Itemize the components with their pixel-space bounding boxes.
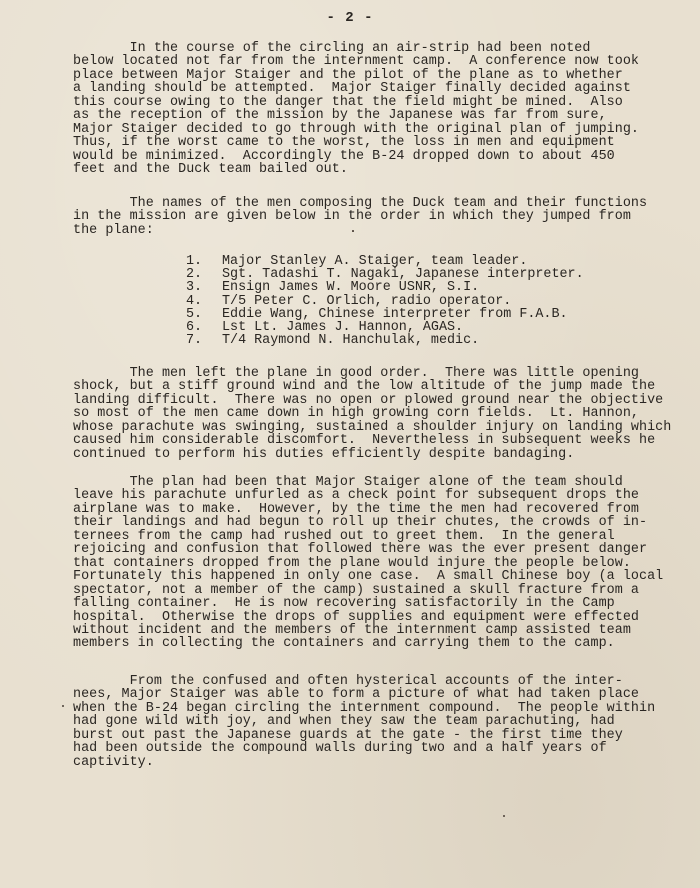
- list-item: 7. T/4 Raymond N. Hanchulak, medic.: [186, 333, 480, 349]
- ink-speck: [503, 815, 505, 817]
- page-number: - 2 -: [326, 10, 374, 26]
- list-item: 4. T/5 Peter C. Orlich, radio operator.: [186, 293, 512, 309]
- list-item: 3. Ensign James W. Moore USNR, S.I.: [186, 280, 480, 296]
- list-item: 5. Eddie Wang, Chinese interpreter from F.A.B.: [186, 306, 568, 322]
- ink-speck: [352, 230, 354, 232]
- ink-speck: [62, 705, 64, 707]
- paragraph-landing: The men left the plane in good order. There was little opening shock, but a stiff ground wind and the low altitude of the jump made the landing difficult. There was no open or plowed ground near the objective so most of the men came down in high growing corn fields. Lt. Hannon, whose parachute was swinging, sustained a shoulder injury on landing which caused him considerable discomfort. Nevertheless in subsequent weeks he continued to perform his duties efficiently despite bandaging.: [73, 366, 672, 462]
- list-item: 6. Lst Lt. James J. Hannon, AGAS.: [186, 320, 464, 336]
- paragraph-air-strip: In the course of the circling an air-strip had been noted below located not far from the internment camp. A conference now took place between Major Staiger and the pilot of the plane as to whether a landing should be attempted. Major Staiger finally decided against this course owing to the danger that the field might be mined. Also as the reception of the mission by the Japanese was far from sure, Major Staiger decided to go through with the original plan of jumping. Thus, if the worst came to the worst, the loss in men and equipment would be minimized. Accordingly the B-24 dropped down to about 450 feet and the Duck team bailed out.: [73, 41, 639, 178]
- list-item: 2. Sgt. Tadashi T. Nagaki, Japanese interpreter.: [186, 267, 584, 283]
- list-item: 1. Major Stanley A. Staiger, team leader.: [186, 254, 528, 269]
- team-member-list: [186, 255, 666, 347]
- paragraph-parachute-plan: The plan had been that Major Staiger alone of the team should leave his parachute unfurled as a check point for subsequent drops the airplane was to make. However, by the time the men had recovered from their landings and had begun to roll up their chutes, the crowds of in- ternees from the camp had rushed out to greet them. In the general rejoicing and confusion that followed there was the ever present danger that containers dropped from the plane would injure the people below. Fortunately this happened in only one case. A small Chinese boy (a local spectator, not a member of the camp) sustained a skull fracture from a falling container. He is now recovering satisfactorily in the Camp hospital. Otherwise the drops of supplies and equipment were effected without incident and the members of the internment camp assisted team members in collecting the containers and carrying them to the camp.: [73, 475, 664, 652]
- paragraph-team-intro: The names of the men composing the Duck team and their functions in the mission are given below in the order in which they jumped from the plane:: [73, 196, 648, 238]
- paragraph-internees: From the confused and often hysterical accounts of the inter- nees, Major Staiger was able to form a picture of what had taken place when the B-24 began circling the internment compound. The people within had gone wild with joy, and when they saw the team parachuting, had burst out past the Japanese guards at the gate - the first time they had been outside the compound walls during two and a half years of captivity.: [73, 674, 656, 770]
